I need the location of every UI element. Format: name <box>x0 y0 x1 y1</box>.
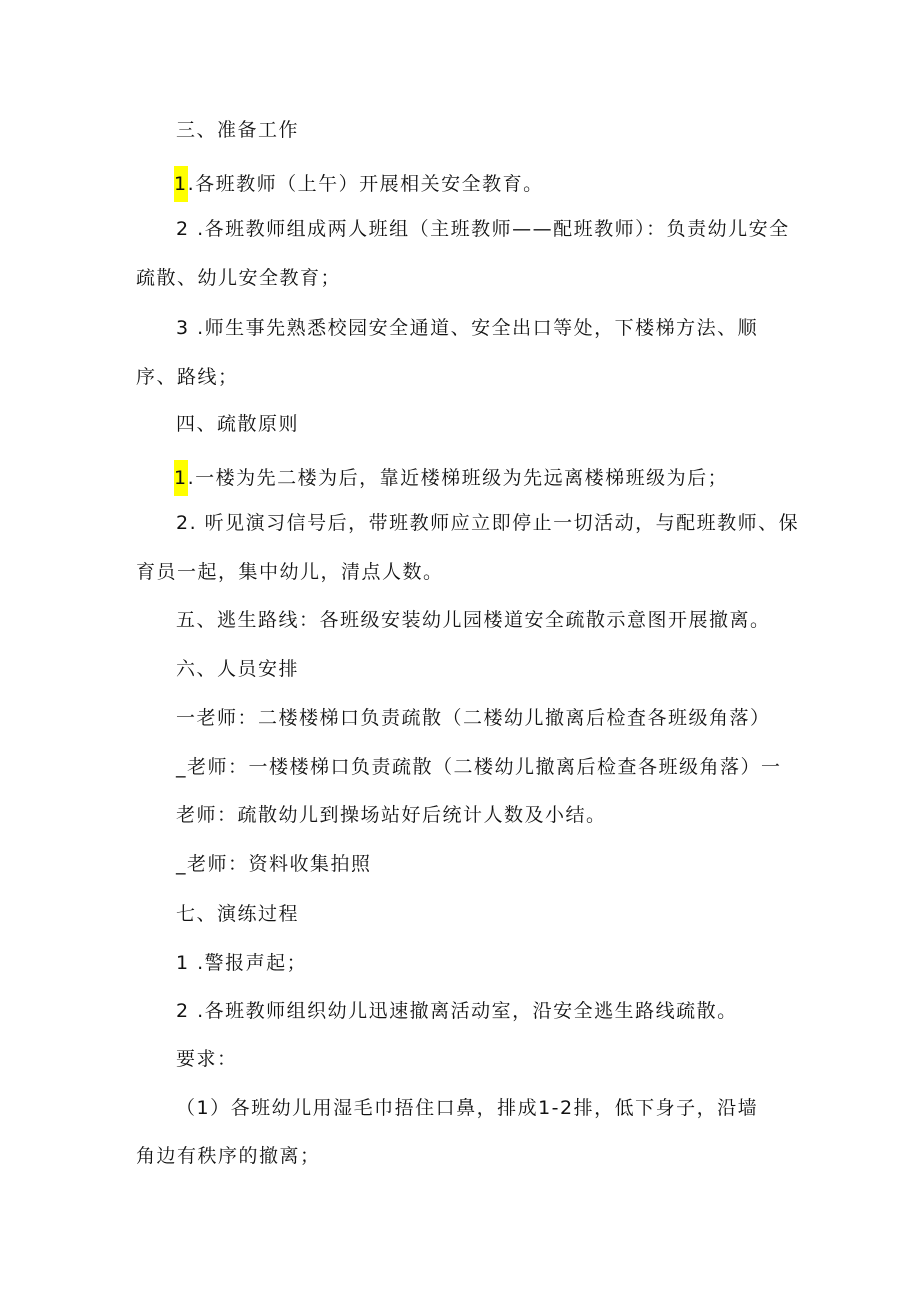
section-heading-prep: 三、准备工作 <box>176 119 300 141</box>
section-heading-principle: 四、疏散原则 <box>176 413 300 435</box>
principle-item-2-line-2: 育员一起，集中幼儿，清点人数。 <box>136 561 444 583</box>
staff-line-4: _老师：资料收集拍照 <box>176 853 372 875</box>
prep-item-1 <box>174 166 544 202</box>
requirement-1-line-2: 角边有秩序的撤离； <box>136 1145 321 1167</box>
process-item-1: 1 .警报声起； <box>176 952 308 974</box>
section-heading-staff: 六、人员安排 <box>176 658 300 680</box>
highlight-mark: 1 <box>174 166 188 202</box>
principle-item-1-text: .一楼为先二楼为后，靠近楼梯班级为先远离楼梯班级为后； <box>187 467 729 489</box>
staff-line-2: _老师：一楼楼梯口负责疏散（二楼幼儿撤离后检查各班级角落）一 <box>176 756 782 778</box>
prep-item-1-text: .各班教师（上午）开展相关安全教育。 <box>187 173 544 195</box>
principle-item-1 <box>174 460 728 496</box>
prep-item-2-line-1: 2 .各班教师组成两人班组（主班教师——配班教师）：负责幼儿安全 <box>176 218 790 240</box>
prep-item-3-line-1: 3 .师生事先熟悉校园安全通道、安全出口等处，下楼梯方法、顺 <box>176 317 759 339</box>
staff-line-3: 老师：疏散幼儿到操场站好后统计人数及小结。 <box>176 804 607 826</box>
requirements-label: 要求： <box>176 1048 238 1070</box>
route-paragraph: 五、逃生路线：各班级安装幼儿园楼道安全疏散示意图开展撤离。 <box>176 609 771 631</box>
staff-line-1: 一老师：二楼楼梯口负责疏散（二楼幼儿撤离后检査各班级角落） <box>176 707 771 729</box>
process-item-2: 2 .各班教师组织幼儿迅速撤离活动室，沿安全逃生路线疏散。 <box>176 1000 738 1022</box>
highlight-mark: 1 <box>174 460 188 496</box>
prep-item-2-line-2: 疏散、幼儿安全教育； <box>136 267 342 289</box>
section-heading-process: 七、演练过程 <box>176 903 300 925</box>
prep-item-3-line-2: 序、路线； <box>136 366 239 388</box>
principle-item-2-line-1: 2. 听见演习信号后，带班教师应立即停止一切活动，与配班教师、保 <box>176 512 800 534</box>
requirement-1-line-1: （1）各班幼儿用湿毛巾捂住口鼻，排成1-2排，低下身子，沿墙 <box>176 1097 759 1119</box>
